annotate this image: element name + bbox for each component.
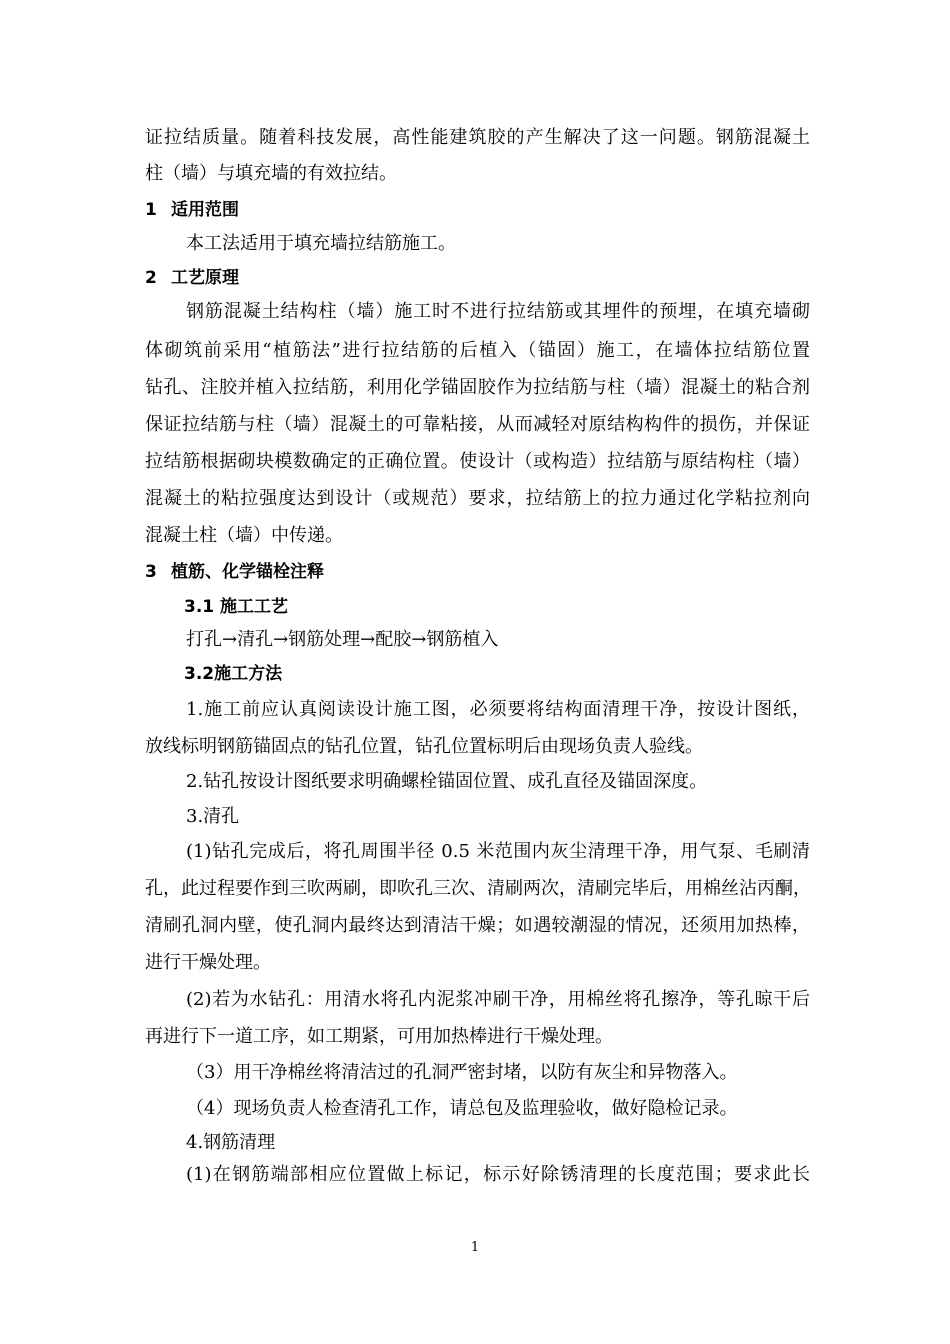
- paragraph-line: 2.钻孔按设计图纸要求明确螺栓锚固位置、成孔直径及锚固深度。: [186, 771, 708, 792]
- paragraph-line: （3）用干净棉丝将清洁过的孔洞严密封堵，以防有灰尘和异物落入。: [186, 1062, 738, 1083]
- subsection-heading-3-2: 3.2施工方法: [184, 664, 283, 684]
- section-heading-3: [145, 560, 810, 584]
- subsection-heading-3-1: 3.1 施工工艺: [184, 597, 289, 617]
- paragraph-line: (1)在钢筋端部相应位置做上标记，标示好除锈清理的长度范围；要求此长: [186, 1164, 810, 1185]
- paragraph-line: 1.施工前应认真阅读设计施工图，必须要将结构面清理干净，按设计图纸，: [186, 699, 810, 720]
- paragraph-line: 进行干燥处理。: [145, 952, 271, 973]
- paragraph-line: (1)钻孔完成后，将孔周围半径 0.5 米范围内灰尘清理干净，用气泵、毛刷清: [186, 841, 810, 862]
- paragraph-line: 4.钢筋清理: [186, 1132, 276, 1153]
- paragraph-line: 再进行下一道工序，如工期紧，可用加热棒进行干燥处理。: [145, 1026, 613, 1047]
- paragraph-line: 3.清孔: [186, 806, 240, 827]
- paragraph-line: 清刷孔洞内壁，使孔洞内最终达到清洁干燥；如遇较潮湿的情况，还须用加热棒，: [145, 915, 810, 936]
- section-heading-1: [145, 198, 810, 222]
- paragraph-line: 混凝土柱（墙）中传递。: [145, 525, 343, 546]
- paragraph-line: 钢筋混凝土结构柱（墙）施工时不进行拉结筋或其埋件的预埋，在填充墙砌: [186, 301, 810, 322]
- paragraph-line: 证拉结质量。随着科技发展，高性能建筑胶的产生解决了这一问题。钢筋混凝土: [145, 127, 810, 148]
- paragraph-line: 柱（墙）与填充墙的有效拉结。: [145, 163, 397, 184]
- section-number: 3: [145, 562, 157, 582]
- section-title: 工艺原理: [171, 268, 239, 288]
- paragraph-line: 本工法适用于填充墙拉结筋施工。: [186, 233, 456, 254]
- paragraph-line: 孔，此过程要作到三吹两刷，即吹孔三次、清刷两次，清刷完毕后，用棉丝沾丙酮，: [145, 878, 811, 899]
- section-title: 适用范围: [171, 200, 239, 220]
- section-title: 植筋、化学锚栓注释: [171, 562, 324, 582]
- paragraph-line: 钻孔、注胶并植入拉结筋，利用化学锚固胶作为拉结筋与柱（墙）混凝土的粘合剂: [145, 377, 810, 398]
- paragraph-line: 拉结筋根据砌块模数确定的正确位置。使设计（或构造）拉结筋与原结构柱（墙）: [145, 451, 810, 472]
- paragraph-line: 混凝土的粘拉强度达到设计（或规范）要求，拉结筋上的拉力通过化学粘拉剂向: [145, 488, 810, 509]
- paragraph-line: 放线标明钢筋锚固点的钻孔位置，钻孔位置标明后由现场负责人验线。: [145, 736, 703, 757]
- page-number: 1: [470, 1240, 480, 1255]
- paragraph-line: 体砌筑前采用“植筋法”进行拉结筋的后植入（锚固）施工，在墙体拉结筋位置: [145, 340, 810, 361]
- paragraph-line: （4）现场负责人检查清孔工作，请总包及监理验收，做好隐检记录。: [186, 1098, 738, 1119]
- section-heading-2: [145, 266, 810, 290]
- section-number: 1: [145, 200, 157, 220]
- paragraph-line: 保证拉结筋与柱（墙）混凝土的可靠粘接，从而减轻对原结构构件的损伤，并保证: [145, 414, 810, 435]
- section-number: 2: [145, 268, 157, 288]
- paragraph-line: (2)若为水钻孔：用清水将孔内泥浆冲刷干净，用棉丝将孔擦净，等孔晾干后: [186, 989, 810, 1010]
- process-flow: 打孔→清孔→钢筋处理→配胶→钢筋植入: [186, 629, 499, 650]
